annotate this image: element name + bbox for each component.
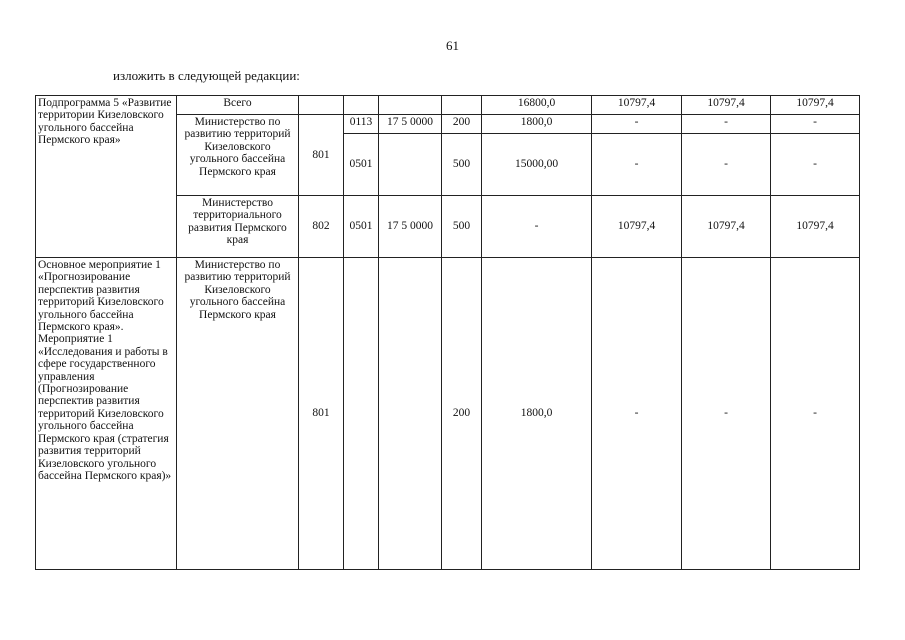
value-2: - (592, 258, 682, 570)
page-number: 61 (446, 38, 459, 53)
value-3: - (682, 258, 771, 570)
table-row (36, 258, 860, 570)
value-2: - (592, 115, 682, 134)
expense-type: 500 (442, 196, 482, 258)
expense-type: 500 (442, 134, 482, 196)
value-3: - (682, 115, 771, 134)
table-row (36, 96, 860, 115)
value-4: - (771, 258, 860, 570)
grbs-code: 801 (299, 258, 344, 570)
value-3: - (682, 134, 771, 196)
value-4: 10797,4 (771, 196, 860, 258)
value-1: 15000,00 (482, 134, 592, 196)
total-value-4: 10797,4 (771, 96, 860, 115)
value-2: 10797,4 (592, 196, 682, 258)
target-code: 17 5 0000 (379, 115, 442, 134)
section-code: 0501 (344, 134, 379, 196)
empty-cell (379, 134, 442, 196)
value-2: - (592, 134, 682, 196)
value-3: 10797,4 (682, 196, 771, 258)
empty-cell (299, 96, 344, 115)
ministry-development: Министерство по развитию территорий Кизеловского угольного бассейна Пермского края (177, 115, 299, 196)
section-code: 0501 (344, 196, 379, 258)
total-value-3: 10797,4 (682, 96, 771, 115)
activity-name: Основное мероприятие 1 «Прогнозирование перспектив развития территорий Кизеловского угольного бассейна Пермского края». Мероприятие 1 «Исследования и работы в сфере государственного управления (Прогнозирование перспектив развития территорий Кизеловского угольного бассейна Пермского края (стратегия развития территорий Кизеловского угольного бассейна Пермского края)» (36, 258, 177, 570)
intro-text: изложить в следующей редакции: (113, 68, 300, 83)
total-value-1: 16800,0 (482, 96, 592, 115)
value-4: - (771, 115, 860, 134)
budget-table (35, 95, 860, 570)
value-4: - (771, 134, 860, 196)
section-code: 0113 (344, 115, 379, 134)
empty-cell (379, 258, 442, 570)
subprogram-name: Подпрограмма 5 «Развитие территории Кизеловского угольного бассейна Пермского края» (36, 96, 177, 258)
target-code: 17 5 0000 (379, 196, 442, 258)
total-value-2: 10797,4 (592, 96, 682, 115)
value-1: 1800,0 (482, 115, 592, 134)
empty-cell (344, 258, 379, 570)
grbs-code: 802 (299, 196, 344, 258)
ministry-territorial: Министерство территориального развития Пермского края (177, 196, 299, 258)
value-1: - (482, 196, 592, 258)
grbs-code: 801 (299, 115, 344, 196)
total-label: Всего (177, 96, 299, 115)
expense-type: 200 (442, 258, 482, 570)
activity-ministry: Министерство по развитию территорий Кизеловского угольного бассейна Пермского края (177, 258, 299, 570)
expense-type: 200 (442, 115, 482, 134)
empty-cell (379, 96, 442, 115)
empty-cell (344, 96, 379, 115)
empty-cell (442, 96, 482, 115)
value-1: 1800,0 (482, 258, 592, 570)
